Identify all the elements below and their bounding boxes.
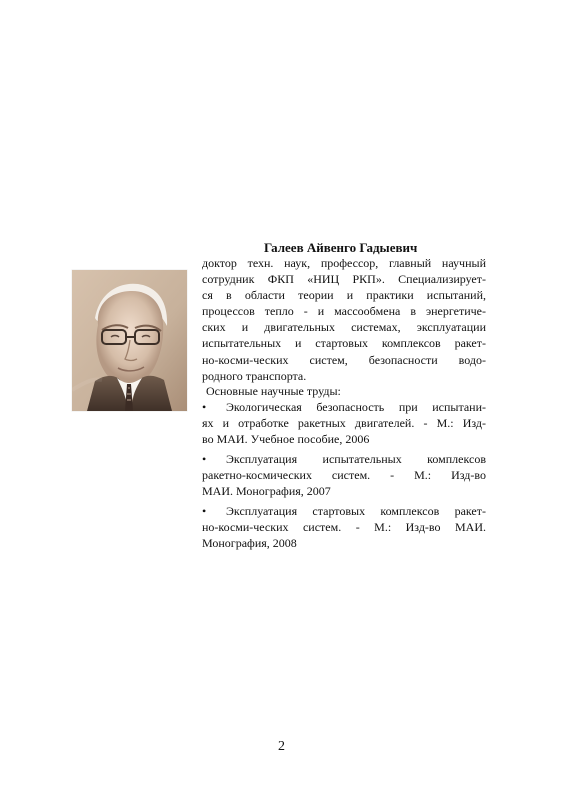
work-line: ракетно-космических систем. - М.: Изд-во [202,468,486,482]
work-line: во МАИ. Учебное пособие, 2006 [202,432,370,446]
biography-line: ских и двигательных системах, эксплуатации [202,320,486,335]
biography-line: но-косми-ческих систем, безопасности водо- [202,352,486,367]
scientific-work-item [202,451,486,499]
work-line: Экологическая безопасность при испытани- [226,400,486,414]
scientific-works-list [202,399,486,555]
scientific-works-heading: Основные научные труды: [206,384,341,398]
biography-line: сотрудник ФКП «НИЦ РКП». Специализирует- [202,272,486,287]
biography-line: испытательных и стартовых комплексов ракет- [202,336,486,351]
author-biography [202,255,486,384]
biography-line: родного транспорта. [202,368,307,383]
author-name-heading: Галеев Айвенго Гадыевич [264,240,418,255]
work-line: МАИ. Монография, 2007 [202,484,331,498]
biography-line: процессов тепло - и массообмена в энергетиче- [202,304,486,319]
scientific-work-item [202,399,486,447]
bullet-icon: • [202,452,207,466]
work-line: Эксплуатация стартовых комплексов ракет- [226,504,486,518]
work-line: но-косми-ческих систем. - М.: Изд-во МАИ. [202,520,486,534]
biography-line: ся в области теории и практики испытаний, [202,288,486,303]
work-line: ях и отработке ракетных двигателей. - М.: Изд- [202,416,486,430]
scientific-work-item [202,503,486,551]
bullet-icon: • [202,400,207,414]
portrait-image [72,270,187,411]
author-portrait [72,270,187,411]
work-line: Эксплуатация испытательных комплексов [226,452,486,466]
page-number: 2 [278,739,285,754]
work-line: Монография, 2008 [202,536,297,550]
biography-line: доктор техн. наук, профессор, главный научный [202,256,486,270]
bullet-icon: • [202,504,207,518]
